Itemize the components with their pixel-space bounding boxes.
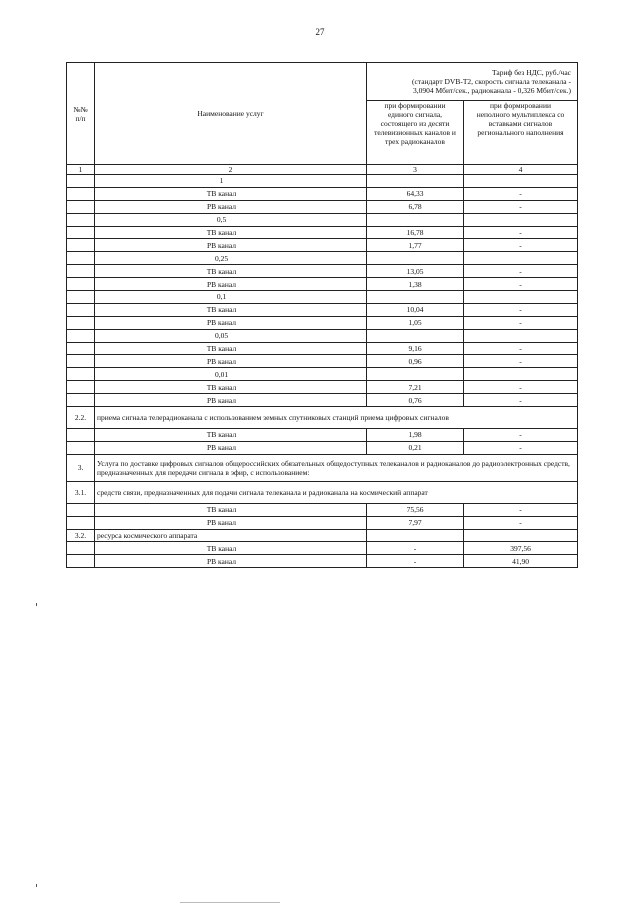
- table-row: [67, 303, 578, 316]
- col3-value-cell: 1,38: [367, 278, 464, 291]
- col3-value-cell: 0,96: [367, 355, 464, 368]
- col4-value-cell: 397,56: [464, 542, 578, 555]
- row-num-cell: [67, 175, 95, 188]
- col4-value-cell: -: [464, 441, 578, 454]
- table-row: [67, 555, 578, 568]
- col3-value-cell: -: [367, 542, 464, 555]
- service-name-cell: ТВ канал: [95, 429, 367, 442]
- tariff-table: [66, 62, 578, 568]
- section-text-cell: средств связи, предназначенных для подачи сигнала телеканала и радиоканала на космический аппарат: [95, 481, 578, 503]
- col4-value-cell: -: [464, 516, 578, 529]
- section-num-cell: 2.2.: [67, 407, 95, 429]
- row-num-cell: [67, 213, 95, 226]
- column-number: 1: [67, 165, 95, 175]
- col4-value-cell: -: [464, 355, 578, 368]
- col4-value-cell: [464, 213, 578, 226]
- service-name-cell: 0,5: [95, 213, 367, 226]
- service-name-cell: ТВ канал: [95, 226, 367, 239]
- col4-value-cell: -: [464, 226, 578, 239]
- service-name-cell: ТВ канал: [95, 187, 367, 200]
- row-num-cell: [67, 252, 95, 265]
- col4-value-cell: -: [464, 303, 578, 316]
- col3-value-cell: 7,97: [367, 516, 464, 529]
- row-num-cell: [67, 342, 95, 355]
- column-number: 3: [367, 165, 464, 175]
- table-row: [67, 329, 578, 342]
- col3-value-cell: 0,76: [367, 394, 464, 407]
- service-name-cell: ТВ канал: [95, 503, 367, 516]
- service-name-cell: РВ канал: [95, 516, 367, 529]
- col4-value-cell: [464, 252, 578, 265]
- section-row: [67, 454, 578, 481]
- scan-mark: [180, 902, 280, 903]
- service-name-cell: РВ канал: [95, 200, 367, 213]
- row-num-cell: [67, 542, 95, 555]
- table-row: [67, 516, 578, 529]
- service-name-cell: 0,25: [95, 252, 367, 265]
- service-name-cell: ТВ канал: [95, 342, 367, 355]
- row-num-cell: [67, 516, 95, 529]
- col3-value-cell: -: [367, 555, 464, 568]
- table-row: [67, 316, 578, 329]
- row-num-cell: [67, 441, 95, 454]
- table-row: [67, 355, 578, 368]
- row-num-cell: [67, 355, 95, 368]
- col4-value-cell: [464, 368, 578, 381]
- col3-value-cell: 13,05: [367, 265, 464, 278]
- row-num-cell: [67, 368, 95, 381]
- header-col3-cell: при формировании единого сигнала, состоящего из десяти телевизионных каналов и трех радиоканалов: [367, 101, 464, 165]
- col3-value-cell: 0,21: [367, 441, 464, 454]
- col4-value-cell: -: [464, 503, 578, 516]
- section-num-cell: 3.2.: [67, 529, 95, 542]
- section-num-cell: 3.: [67, 454, 95, 481]
- column-number-row: [67, 165, 578, 175]
- section-row: [67, 481, 578, 503]
- col4-value-cell: -: [464, 342, 578, 355]
- table-row: [67, 226, 578, 239]
- service-name-cell: РВ канал: [95, 394, 367, 407]
- section-text-cell: ресурса космического аппарата: [95, 529, 367, 542]
- col3-value-cell: [367, 529, 464, 542]
- table-row: [67, 381, 578, 394]
- table-row: [67, 213, 578, 226]
- service-name-cell: ТВ канал: [95, 265, 367, 278]
- col4-value-cell: [464, 329, 578, 342]
- scan-mark: [36, 603, 37, 606]
- section-row: [67, 407, 578, 429]
- row-num-cell: [67, 303, 95, 316]
- section-text-cell: приема сигнала телерадиоканала с использованием земных спутниковых станций приема цифровых сигналов: [95, 407, 578, 429]
- col4-value-cell: 41,90: [464, 555, 578, 568]
- col3-value-cell: 6,78: [367, 200, 464, 213]
- scan-mark: [36, 884, 37, 887]
- row-num-cell: [67, 226, 95, 239]
- table-row: [67, 239, 578, 252]
- table-row: [67, 278, 578, 291]
- table-row: [67, 187, 578, 200]
- service-name-cell: 0,01: [95, 368, 367, 381]
- col3-value-cell: 1,98: [367, 429, 464, 442]
- col3-value-cell: 1,77: [367, 239, 464, 252]
- table-row: [67, 265, 578, 278]
- row-num-cell: [67, 187, 95, 200]
- col4-value-cell: -: [464, 381, 578, 394]
- header-name-cell: Наименование услуг: [95, 63, 367, 165]
- row-num-cell: [67, 555, 95, 568]
- service-name-cell: 0,05: [95, 329, 367, 342]
- col3-value-cell: 16,78: [367, 226, 464, 239]
- col4-value-cell: [464, 291, 578, 304]
- col3-value-cell: [367, 291, 464, 304]
- service-name-cell: РВ канал: [95, 555, 367, 568]
- page-number: 27: [315, 27, 325, 37]
- table-row: [67, 429, 578, 442]
- row-num-cell: [67, 200, 95, 213]
- col3-value-cell: 64,33: [367, 187, 464, 200]
- col3-value-cell: [367, 252, 464, 265]
- col4-value-cell: -: [464, 265, 578, 278]
- row-num-cell: [67, 278, 95, 291]
- row-num-cell: [67, 429, 95, 442]
- service-name-cell: РВ канал: [95, 441, 367, 454]
- column-number: 2: [95, 165, 367, 175]
- row-num-cell: [67, 239, 95, 252]
- col4-value-cell: -: [464, 200, 578, 213]
- col3-value-cell: [367, 213, 464, 226]
- service-name-cell: 1: [95, 175, 367, 188]
- row-num-cell: [67, 381, 95, 394]
- col4-value-cell: -: [464, 394, 578, 407]
- table-row: [67, 175, 578, 188]
- col4-value-cell: -: [464, 187, 578, 200]
- service-name-cell: РВ канал: [95, 278, 367, 291]
- table-row: [67, 394, 578, 407]
- table-row: [67, 200, 578, 213]
- col3-value-cell: 7,21: [367, 381, 464, 394]
- service-name-cell: ТВ канал: [95, 303, 367, 316]
- col3-value-cell: [367, 368, 464, 381]
- col4-value-cell: -: [464, 429, 578, 442]
- col3-value-cell: [367, 329, 464, 342]
- service-name-cell: ТВ канал: [95, 542, 367, 555]
- table-row: [67, 441, 578, 454]
- header-col4-cell: при формировании неполного мультиплекса со вставками сигналов регионального наполнения: [464, 101, 578, 165]
- header-tariff-cell: Тариф без НДС, руб./час (стандарт DVB-T2, скорость сигнала телеканала - 3,0904 Мбит/сек., радиоканала - 0,326 Мбит/сек.): [367, 63, 578, 101]
- table-row: [67, 542, 578, 555]
- col4-value-cell: -: [464, 278, 578, 291]
- row-num-cell: [67, 329, 95, 342]
- col4-value-cell: [464, 529, 578, 542]
- section-text-cell: Услуга по доставке цифровых сигналов общероссийских обязательных общедоступных телеканалов и радиоканалов до радиоэлектронных средств, предназначенных для передачи сигнала в эфир, с использованием:: [95, 454, 578, 481]
- service-name-cell: РВ канал: [95, 239, 367, 252]
- table-row: [67, 368, 578, 381]
- section-num-cell: 3.1.: [67, 481, 95, 503]
- column-number: 4: [464, 165, 578, 175]
- col3-value-cell: 10,04: [367, 303, 464, 316]
- col3-value-cell: 9,16: [367, 342, 464, 355]
- header-num-cell: №№ п/п: [67, 63, 95, 165]
- section-row: [67, 529, 578, 542]
- table-row: [67, 291, 578, 304]
- row-num-cell: [67, 291, 95, 304]
- service-name-cell: 0,1: [95, 291, 367, 304]
- row-num-cell: [67, 316, 95, 329]
- col4-value-cell: [464, 175, 578, 188]
- table-row: [67, 503, 578, 516]
- col3-value-cell: 1,05: [367, 316, 464, 329]
- col4-value-cell: -: [464, 239, 578, 252]
- service-name-cell: РВ канал: [95, 355, 367, 368]
- service-name-cell: ТВ канал: [95, 381, 367, 394]
- row-num-cell: [67, 394, 95, 407]
- service-name-cell: РВ канал: [95, 316, 367, 329]
- col3-value-cell: 75,56: [367, 503, 464, 516]
- row-num-cell: [67, 503, 95, 516]
- col3-value-cell: [367, 175, 464, 188]
- table-row: [67, 342, 578, 355]
- table-row: [67, 252, 578, 265]
- col4-value-cell: -: [464, 316, 578, 329]
- row-num-cell: [67, 265, 95, 278]
